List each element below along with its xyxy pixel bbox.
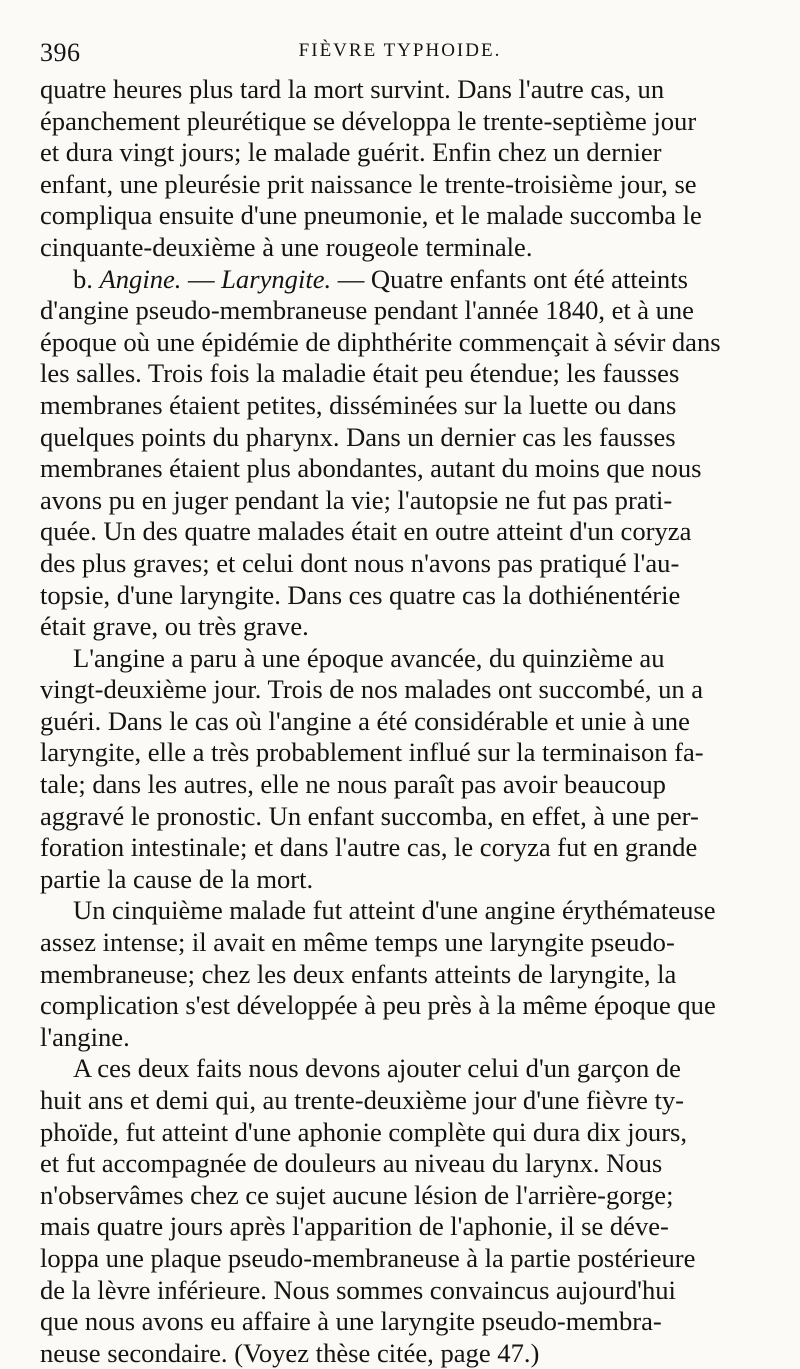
line-text: compliqua ensuite d'une pneumonie, et le malade succomba le — [40, 200, 702, 231]
text-line — [40, 832, 760, 864]
line-text: cinquante-deuxième à une rougeole terminale. — [40, 231, 533, 262]
line-text: mais quatre jours après l'apparition de l'aphonie, il se déve- — [40, 1211, 669, 1242]
line-text: époque où une épidémie de diphthérite commençait à sévir dans — [40, 326, 721, 357]
text-line — [40, 358, 760, 390]
text-line — [40, 674, 760, 706]
text-line — [40, 169, 760, 201]
line-text: assez intense; il avait en même temps une laryngite pseudo- — [40, 927, 675, 958]
text-line — [40, 959, 760, 991]
line-text: quatre heures plus tard la mort survint. Dans l'autre cas, un — [40, 74, 665, 104]
text-line — [40, 485, 760, 517]
page-number: 396 — [40, 38, 81, 67]
text-line — [40, 327, 760, 359]
text-line — [40, 1211, 760, 1243]
line-text: membranes étaient petites, disséminées sur la luette ou dans — [40, 389, 677, 420]
line-text: neuse secondaire. (Voyez thèse citée, page 47.) — [40, 1337, 540, 1368]
text-line — [40, 864, 760, 896]
text-line — [40, 706, 760, 738]
line-text: de la lèvre inférieure. Nous sommes convaincus aujourd'hui — [40, 1274, 676, 1305]
text-line — [40, 580, 760, 612]
text-line — [40, 1148, 760, 1180]
line-text: avons pu en juger pendant la vie; l'autopsie ne fut pas prati- — [40, 484, 673, 515]
line-text: épanchement pleurétique se développa le trente-septième jour — [40, 105, 697, 136]
line-text: guéri. Dans le cas où l'angine a été considérable et unie à une — [40, 705, 690, 736]
line-text: enfant, une pleurésie prit naissance le trente-troisième jour, se — [40, 168, 697, 199]
text-line — [40, 232, 760, 264]
text-line — [40, 895, 760, 927]
text-line — [40, 990, 760, 1022]
text-line — [40, 643, 760, 675]
line-text: complication s'est développée à peu près à la même époque que — [40, 990, 716, 1021]
line-text: tale; dans les autres, elle ne nous paraît pas avoir beaucoup — [40, 769, 666, 800]
italic-text: Angine. — [99, 263, 182, 294]
line-text: L'angine a paru à une époque avancée, du quinzième au — [73, 642, 665, 673]
text-line — [40, 295, 760, 327]
text-line — [40, 106, 760, 138]
text-line — [40, 1338, 760, 1369]
text-line — [40, 801, 760, 833]
running-title: FIÈVRE TYPHOIDE. — [298, 40, 502, 61]
line-text: quée. Un des quatre malades était en outre atteint d'un coryza — [40, 516, 692, 547]
line-text: l'angine. — [40, 1021, 130, 1052]
line-text: b. — [73, 263, 100, 294]
text-line — [40, 1085, 760, 1117]
text-line — [40, 1243, 760, 1275]
text-line — [40, 200, 760, 232]
line-text: était grave, ou très grave. — [40, 611, 309, 642]
line-text: n'observâmes chez ce sujet aucune lésion de l'arrière-gorge; — [40, 1179, 674, 1210]
line-text: que nous avons eu affaire à une laryngite pseudo-membra- — [40, 1306, 662, 1337]
line-text: d'angine pseudo-membraneuse pendant l'année 1840, et à une — [40, 295, 694, 326]
text-line — [40, 453, 760, 485]
line-text: — — [181, 263, 222, 294]
line-text: quelques points du pharynx. Dans un dernier cas les fausses — [40, 421, 676, 452]
page-header — [40, 30, 760, 74]
line-text: A ces deux faits nous devons ajouter celui d'un garçon de — [73, 1053, 681, 1084]
line-text: membraneuse; chez les deux enfants atteints de laryngite, la — [40, 958, 677, 989]
text-line — [40, 422, 760, 454]
line-text: et dura vingt jours; le malade guérit. Enfin chez un dernier — [40, 137, 662, 168]
text-line — [40, 264, 760, 296]
text-line — [40, 74, 760, 106]
text-line — [40, 137, 760, 169]
text-line — [40, 1022, 760, 1054]
text-line — [40, 611, 760, 643]
text-line — [40, 1306, 760, 1338]
text-line — [40, 769, 760, 801]
line-text: membranes étaient plus abondantes, autant du moins que nous — [40, 453, 702, 484]
italic-text: Laryngite. — [221, 263, 332, 294]
line-text: foration intestinale; et dans l'autre cas, le coryza fut en grande — [40, 832, 698, 863]
line-text: laryngite, elle a très probablement influé sur la terminaison fa- — [40, 737, 704, 768]
line-text: vingt-deuxième jour. Trois de nos malades ont succombé, un a — [40, 674, 704, 705]
text-line — [40, 1117, 760, 1149]
line-text: — Quatre enfants ont été atteints — [331, 263, 688, 294]
line-text: aggravé le pronostic. Un enfant succomba, en effet, à une per- — [40, 800, 699, 831]
text-line — [40, 1053, 760, 1085]
text-line — [40, 516, 760, 548]
line-text: partie la cause de la mort. — [40, 863, 314, 894]
line-text: topsie, d'une laryngite. Dans ces quatre cas la dothiénentérie — [40, 579, 681, 610]
line-text: les salles. Trois fois la maladie était peu étendue; les fausses — [40, 358, 680, 389]
line-text: phoïde, fut atteint d'une aphonie complète qui dura dix jours, — [40, 1116, 688, 1147]
line-text: et fut accompagnée de douleurs au niveau du larynx. Nous — [40, 1148, 663, 1179]
text-line — [40, 927, 760, 959]
text-line — [40, 1275, 760, 1307]
page-body — [40, 74, 760, 1369]
text-line — [40, 1180, 760, 1212]
line-text: des plus graves; et celui dont nous n'avons pas pratiqué l'au- — [40, 547, 680, 578]
text-line — [40, 390, 760, 422]
line-text: Un cinquième malade fut atteint d'une angine érythémateuse — [73, 895, 716, 926]
line-text: loppa une plaque pseudo-membraneuse à la partie postérieure — [40, 1242, 696, 1273]
line-text: huit ans et demi qui, au trente-deuxième jour d'une fièvre ty- — [40, 1085, 685, 1115]
text-line — [40, 737, 760, 769]
text-line — [40, 548, 760, 580]
